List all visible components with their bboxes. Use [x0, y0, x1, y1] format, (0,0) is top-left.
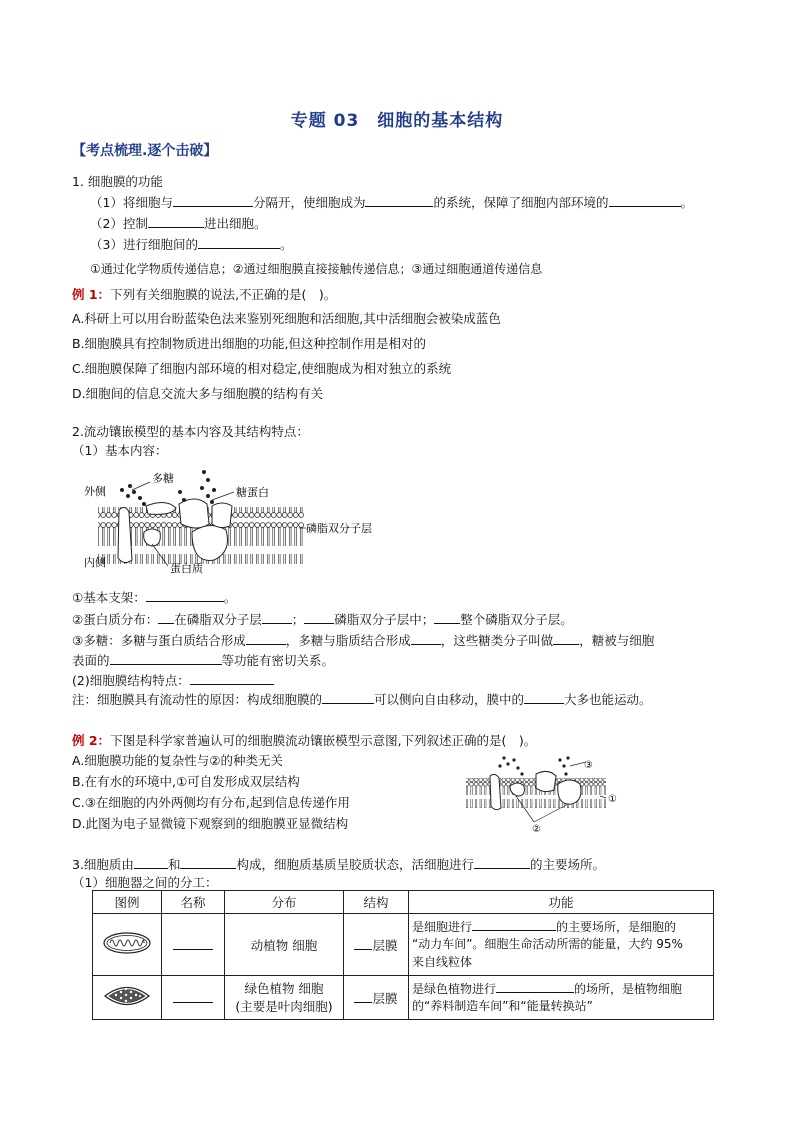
q2-line1: ①基本支架： 。 — [72, 590, 237, 605]
q1-hint: ①通过化学物质传递信息；②通过细胞膜直接接触传递信息；③通过细胞通道传递信息 — [90, 262, 543, 276]
table-header: 图例 — [93, 891, 162, 914]
legend-cell — [93, 914, 162, 976]
q2-line3b: 表面的 等功能有密切关系。 — [72, 653, 335, 668]
membrane-model-figure — [84, 462, 374, 574]
example2-option-c: C.③在细胞的内外两侧均有分布,起到信息传递作用 — [72, 795, 350, 810]
table-header-row — [93, 891, 714, 914]
q1-line2: （2）控制 进出细胞。 — [90, 216, 267, 231]
table-header: 名称 — [162, 891, 225, 914]
example2-membrane-figure — [460, 752, 630, 836]
q2-sub1: （1）基本内容： — [72, 443, 168, 458]
section-heading: 【考点梳理.逐个击破】 — [72, 143, 218, 159]
table-header: 分布 — [225, 891, 344, 914]
example1-option-b: B.细胞膜具有控制物质进出细胞的功能,但这种控制作用是相对的 — [72, 336, 427, 351]
name-cell — [162, 914, 225, 976]
example2-option-d: D.此图为电子显微镜下观察到的细胞膜亚显微结构 — [72, 816, 349, 831]
name-cell — [162, 976, 225, 1020]
q2-heading: 2.流动镶嵌模型的基本内容及其结构特点： — [72, 424, 309, 439]
organelle-table — [92, 890, 714, 1020]
page-title: 专题 03 细胞的基本结构 — [290, 111, 504, 131]
q1-heading: 1. 细胞膜的功能 — [72, 174, 163, 189]
q1-line3: （3）进行细胞间的 。 — [90, 237, 293, 252]
legend-cell — [93, 976, 162, 1020]
label-outside: 外侧 — [84, 485, 106, 498]
mitochondrion-icon — [102, 931, 152, 955]
distribution-cell: 绿色植物 细胞 (主要是叶肉细胞) — [225, 976, 344, 1020]
label-protein: 蛋白质 — [170, 562, 203, 574]
q3-sub1: （1）细胞器之间的分工： — [72, 875, 218, 890]
label-polysaccharide: 多糖 — [152, 472, 174, 485]
label-inside: 内侧 — [84, 556, 106, 569]
q3-line: 3.细胞质由 和 构成，细胞质基质呈胶质状态，活细胞进行 的主要场所。 — [72, 857, 605, 872]
q1-line1: （1）将细胞与 分隔开，使细胞成为 的系统，保障了细胞内部环境的 。 — [90, 195, 694, 210]
marker-2: ② — [532, 824, 541, 835]
q2-line2: ②蛋白质分布： 在磷脂双分子层 ； 磷脂双分子层中； 整个磷脂双分子层。 — [72, 612, 573, 627]
table-row — [93, 976, 714, 1020]
example1-option-c: C.细胞膜保障了细胞内部环境的相对稳定,使细胞成为相对独立的系统 — [72, 361, 452, 376]
label-glycoprotein: 糖蛋白 — [236, 486, 269, 499]
structure-cell: 层膜 — [344, 914, 409, 976]
distribution-cell: 动植物 细胞 — [225, 914, 344, 976]
label-bilayer: 磷脂双分子层 — [306, 522, 372, 535]
structure-cell: 层膜 — [344, 976, 409, 1020]
example2-stem: 例 2：下图是科学家普遍认可的细胞膜流动镶嵌模型示意图,下列叙述正确的是( )。 — [72, 733, 537, 748]
table-row — [93, 914, 714, 976]
function-cell: 是绿色植物进行 的场所，是植物细胞 的“养料制造车间”和“能量转换站” — [409, 976, 714, 1020]
q2-line3: ③多糖：多糖与蛋白质结合形成 ，多糖与脂质结合形成 ，这些糖类分子叫做 ，糖被与细胞 — [72, 633, 655, 648]
q2-note: 注：细胞膜具有流动性的原因：构成细胞膜的 可以侧向自由移动，膜中的 大多也能运动。 — [72, 692, 652, 707]
q2-line4: (2)细胞膜结构特点： — [72, 671, 274, 689]
example1-option-d: D.细胞间的信息交流大多与细胞膜的结构有关 — [72, 386, 324, 401]
marker-3: ③ — [584, 760, 593, 771]
example2-option-a: A.细胞膜功能的复杂性与②的种类无关 — [72, 753, 284, 768]
table-header: 结构 — [344, 891, 409, 914]
chloroplast-icon — [102, 983, 152, 1009]
example2-option-b: B.在有水的环境中,①可自发形成双层结构 — [72, 774, 300, 789]
function-cell: 是细胞进行 的主要场所，是细胞的 “动力车间”。细胞生命活动所需的能量，大约 95% 来自线粒体 — [409, 914, 714, 976]
example1-option-a: A.科研上可以用台盼蓝染色法来鉴别死细胞和活细胞,其中活细胞会被染成蓝色 — [72, 311, 501, 326]
example1-stem: 例 1：下列有关细胞膜的说法,不正确的是( )。 — [72, 287, 337, 302]
table-header: 功能 — [409, 891, 714, 914]
marker-1: ① — [608, 794, 617, 805]
